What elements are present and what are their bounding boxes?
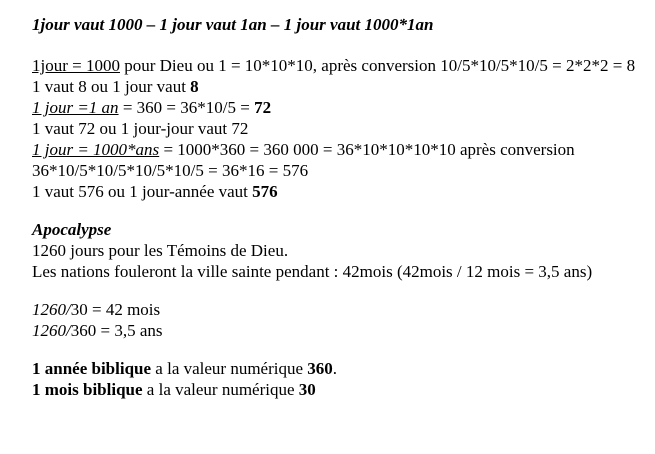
paragraph-1jour-1000: [32, 55, 637, 76]
calc-dividend: 1260/: [32, 321, 71, 340]
apocalypse-line-nations: Les nations fouleront la ville sainte pendant : 42mois (42mois / 12 mois = 3,5 ans): [32, 262, 593, 281]
spacer: [32, 341, 637, 358]
value-label: a la valeur numérique: [151, 359, 308, 378]
result-line-8: [32, 76, 637, 97]
section-heading-apocalypse: Apocalypse: [32, 220, 112, 239]
result-line-72: 1 vaut 72 ou 1 jour-jour vaut 72: [32, 119, 249, 138]
spacer: [32, 35, 637, 55]
value-30: 30: [298, 380, 316, 399]
formula-1jour-1an: 1 jour =1 an: [32, 98, 119, 117]
formula-1jour-1000ans: 1 jour = 1000*ans: [32, 140, 160, 159]
calc-result: 30 = 42 mois: [70, 300, 161, 319]
paragraph-1jour-1an: [32, 97, 637, 118]
page-title: 1jour vaut 1000 – 1 jour vaut 1an – 1 jour vaut 1000*1an: [32, 15, 434, 34]
conversion-text: = 1000*360 = 360 000 = 36*10*10*10*10 après conversion 36*10/5*10/5*10/5*10/5 = 36*16 = 576: [32, 140, 575, 180]
result-label: 1 vaut 8 ou 1 jour vaut: [32, 77, 191, 96]
spacer: [32, 202, 637, 219]
result-value-72: 72: [254, 98, 272, 117]
calc-line-1260-30: [32, 299, 637, 320]
paragraph-1jour-1000ans: [32, 139, 637, 181]
calc-result: 360 = 3,5 ans: [70, 321, 163, 340]
value-line-annee: [32, 358, 637, 379]
period: .: [332, 359, 338, 378]
result-line-576: [32, 181, 637, 202]
result-value-576: 576: [252, 182, 278, 201]
result-value-8: 8: [190, 77, 199, 96]
spacer: [32, 282, 637, 299]
conversion-text: pour Dieu ou 1 = 10*10*10, après conversion 10/5*10/5*10/5 = 2*2*2 = 8: [119, 56, 636, 75]
result-label: 1 vaut 576 ou 1 jour-année vaut: [32, 182, 253, 201]
formula-1jour-1000: 1jour = 1000: [32, 56, 120, 75]
apocalypse-line-temoins: 1260 jours pour les Témoins de Dieu.: [32, 241, 289, 260]
term-mois-biblique: 1 mois biblique: [32, 380, 143, 399]
value-360: 360: [307, 359, 333, 378]
term-annee-biblique: 1 année biblique: [32, 359, 152, 378]
calc-line-1260-360: [32, 320, 637, 341]
value-label: a la valeur numérique: [142, 380, 299, 399]
calc-dividend: 1260/: [32, 300, 71, 319]
document-body: [32, 14, 637, 400]
conversion-text: = 360 = 36*10/5 =: [118, 98, 255, 117]
value-line-mois: [32, 379, 637, 400]
